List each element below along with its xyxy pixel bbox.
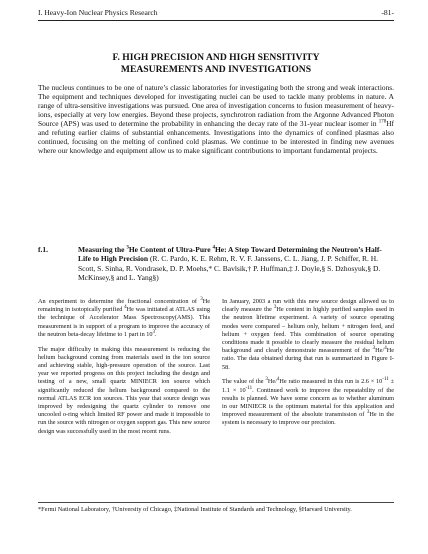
body-paragraph bbox=[38, 298, 210, 339]
body-text: He/ bbox=[267, 378, 277, 386]
body-text: ± 1.1 × 10 bbox=[222, 378, 395, 394]
body-text: He in the system is necessary to improve our precision. bbox=[222, 411, 394, 427]
subsection-title-part: He Content of Ultra-Pure bbox=[128, 245, 213, 254]
body-text: He was initiated at ATLAS using the technique of Accelerator Mass Spectroscopy(AMS). This measurement is in support of a program to improve the accuracy of the neutron beta-decay lifetime to 1 part in 10 bbox=[38, 306, 210, 338]
intro-paragraph bbox=[38, 83, 394, 155]
superscript: 3 bbox=[152, 329, 156, 335]
body-paragraph bbox=[222, 298, 394, 372]
superscript: 4 bbox=[384, 346, 387, 352]
section-title bbox=[38, 52, 394, 76]
body-text: An experiment to determine the fractional concentration of bbox=[38, 298, 201, 305]
subsection-heading bbox=[78, 245, 394, 283]
subsection-title-sup: 4 bbox=[212, 245, 215, 251]
body-column-left bbox=[38, 298, 210, 442]
superscript: -11 bbox=[245, 385, 253, 391]
subsection-title-part: Measuring the bbox=[78, 245, 127, 254]
running-header bbox=[38, 8, 394, 17]
body-text: He ratio. The data obtained during that run is summarized in Figure I-58. bbox=[222, 347, 394, 371]
superscript: 3 bbox=[273, 305, 277, 311]
subsection-title-sup: 3 bbox=[126, 245, 129, 251]
footnote: *Fermi National Laboratory, †University of Chicago, ‡National Institute of Standards and Technology, §Harvard University. bbox=[38, 506, 352, 513]
superscript: 3 bbox=[366, 410, 370, 416]
subsection-title-part: He: A Step Toward Determining the Neutron’s Half-Life to High Precision bbox=[78, 245, 382, 264]
body-paragraph bbox=[222, 378, 394, 427]
header-section-label: I. Heavy-Ion Nuclear Physics Research bbox=[38, 8, 158, 17]
body-text: He ratio measured in this run is 2.6 × 10 bbox=[279, 378, 383, 386]
body-text: . Continued work to improve the repeatability of the results is planned. We have some concern as to whether aluminum in our MINIECR is the optimum material for this application and improved measurement of the absolute transmission of bbox=[222, 386, 394, 419]
page-number: -81- bbox=[381, 8, 394, 17]
intro-superscript: 178 bbox=[378, 119, 387, 125]
body-paragraph: The major difficulty in making this measurement is reducing the helium background coming from materials used in the ion source and achieving stable, high-pressure operation of the source. Last year we reported progress on this project including the design and testing of a new, small quartz MINIECR ion source which significantly reduced the helium background compared to the normal ATLAS ECR ion sources. This year that source design was improved by redesigning the quartz cylinder to remove one uncooled o-ring which limited RF power and made it impossible to run the source with nitrogen or oxygen support gas. This new source design was successfully used in the most recent runs. bbox=[38, 345, 210, 435]
subsection-number: f.1. bbox=[38, 245, 48, 254]
section-title-line1: F. HIGH PRECISION AND HIGH SENSITIVITY bbox=[112, 52, 320, 63]
body-text: . bbox=[155, 330, 157, 338]
header-rule bbox=[38, 20, 394, 21]
subsection-authors: (R. C. Pardo, K. E. Rehm, R. V. F. Janssens, C. L. Jiang, J. P. Schiffer, R. H. Scott, S. Sinha, R. Vondrasek, D. P. Moehs,* C. Bavlsik,† P. Huffman,‡ J. Doyle,§ S. Dzhosyuk,§ D. McKinsey,§ and L. Yang§) bbox=[78, 254, 381, 283]
footnote-rule bbox=[38, 502, 394, 503]
superscript: -11 bbox=[382, 377, 389, 383]
superscript: 3 bbox=[200, 296, 203, 302]
body-column-right bbox=[222, 298, 394, 434]
superscript: 3 bbox=[372, 346, 376, 352]
intro-text-1: The nucleus continues to be one of nature’s classic laboratories for investigating both the strong and weak interactions. The equipment and techniques developed for investigating nuclei can be used to tackle many problems in nature. A range of ultra-sensitive investigations was pursued. One area of investigation concerns to fusion measurement of heavy-ions, especially at very low energies. Beyond these projects, synchrotron radiation from the Argonne Advanced Photon Source (APS) was used to determine the probability in enhancing the decay rate of the 31-year nuclear isomer in bbox=[38, 83, 394, 129]
section-title-line2: MEASUREMENTS AND INVESTIGATIONS bbox=[120, 64, 312, 75]
body-text: He remaining in isotopically purified bbox=[38, 298, 210, 314]
superscript: 3 bbox=[265, 377, 268, 383]
body-text: He content in highly purified samples used in the neutron lifetime experiment. A variety of source operating modes were compared – helium only, helium + nitrogen feed, and helium + oxygen feed. This combination of source operating conditions made it possible to clearly measure the residual helium background and clearly demonstrate measurement of the bbox=[222, 306, 394, 355]
body-text: The value of the bbox=[222, 378, 266, 386]
intro-text-2: Hf and refuting earlier claims of substantial enhancements. Investigations into the dynamics of confined plasmas also continued, focusing on the melting of confined cold plasmas. We continue to be interested in finding new avenues where our knowledge and equipment allow us to make significant contributions to important fundamental projects. bbox=[38, 119, 394, 156]
superscript: 4 bbox=[124, 305, 127, 311]
superscript: 4 bbox=[276, 377, 280, 383]
body-text: In January, 2003 a run with this new source design allowed us to clearly measure the bbox=[222, 298, 394, 314]
body-text: He/ bbox=[375, 347, 385, 355]
